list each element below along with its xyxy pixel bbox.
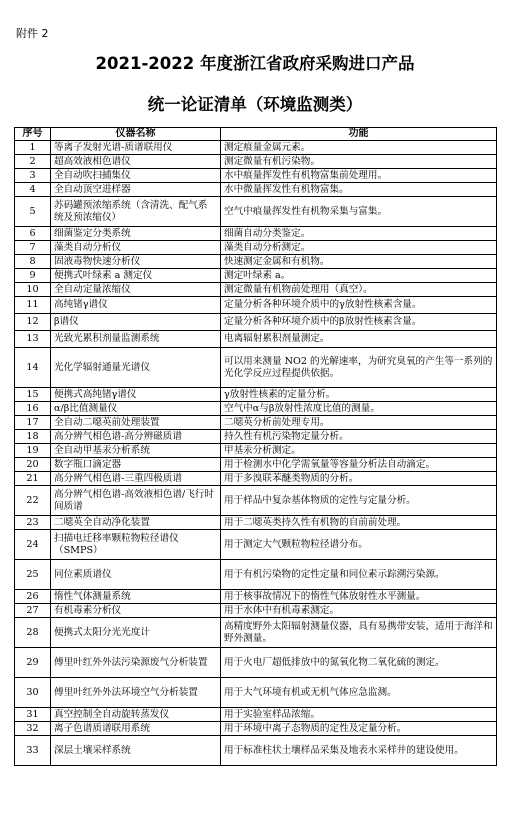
row-number: 30	[15, 678, 51, 708]
instrument-name: 光化学辐射通量光谱仪	[51, 348, 221, 388]
instrument-name: 全自动吹扫捕集仪	[51, 169, 221, 183]
row-number: 26	[15, 590, 51, 604]
instrument-function: 定量分析各种环境介质中的γ放射性核素含量。	[221, 297, 497, 314]
instrument-function: 测定痕量金属元素。	[221, 141, 497, 155]
table-row	[15, 458, 497, 472]
instrument-name: 全自动甲基汞分析系统	[51, 444, 221, 458]
instrument-name: 光致光累积剂量监测系统	[51, 331, 221, 348]
instrument-name: 便携式叶绿素 a 测定仪	[51, 269, 221, 283]
table-row	[15, 444, 497, 458]
table-row	[15, 314, 497, 331]
instrument-function: 用于测定大气颗粒物粒径谱分布。	[221, 530, 497, 560]
table-row	[15, 472, 497, 486]
row-number: 8	[15, 255, 51, 269]
instrument-function: 测定叶绿素 a。	[221, 269, 497, 283]
row-number: 15	[15, 388, 51, 402]
instrument-name: β谱仪	[51, 314, 221, 331]
instrument-name: 离子色谱质谱联用系统	[51, 722, 221, 736]
table-row	[15, 197, 497, 227]
table-row	[15, 388, 497, 402]
instrument-name: 等离子发射光谱-质谱联用仪	[51, 141, 221, 155]
instrument-name: 全自动定量浓缩仪	[51, 283, 221, 297]
instrument-name: 高纯锗γ谱仪	[51, 297, 221, 314]
row-number: 24	[15, 530, 51, 560]
row-number: 6	[15, 227, 51, 241]
row-number: 7	[15, 241, 51, 255]
instrument-name: 全自动顶空进样器	[51, 183, 221, 197]
row-number: 3	[15, 169, 51, 183]
instrument-function: 空气中α与β放射性浓度比值的测量。	[221, 402, 497, 416]
instrument-name: 便携式高纯锗γ谱仪	[51, 388, 221, 402]
table-row	[15, 269, 497, 283]
row-number: 13	[15, 331, 51, 348]
instrument-name: 有机毒素分析仪	[51, 604, 221, 618]
attachment-label: 附件 2	[16, 27, 49, 40]
table-row	[15, 430, 497, 444]
instrument-function: 用于核事故情况下的惰性气体放射性水平测量。	[221, 590, 497, 604]
instrument-function: 用于实验室样品浓缩。	[221, 708, 497, 722]
row-number: 14	[15, 348, 51, 388]
table-row	[15, 604, 497, 618]
instrument-name: 固液毒物快速分析仪	[51, 255, 221, 269]
table-row	[15, 348, 497, 388]
instrument-function: 二噁英分析前处理专用。	[221, 416, 497, 430]
row-number: 29	[15, 648, 51, 678]
table-row	[15, 416, 497, 430]
table-row	[15, 169, 497, 183]
document-title-line1: 2021-2022 年度浙江省政府采购进口产品	[95, 54, 415, 73]
row-number: 33	[15, 736, 51, 766]
table-row	[15, 255, 497, 269]
instrument-name: 苏码罐预浓缩系统（含清洗、配气系统及预浓缩仪）	[51, 197, 221, 227]
instrument-name: 高分辨气相色谱-高效液相色谱/飞行时间质谱	[51, 486, 221, 516]
instrument-name: 数字瓶口滴定器	[51, 458, 221, 472]
instrument-function: 用于样品中复杂基体物质的定性与定量分析。	[221, 486, 497, 516]
table-header-row	[15, 128, 497, 141]
instrument-function: 甲基汞分析测定。	[221, 444, 497, 458]
instrument-function: 电离辐射累积剂量测定。	[221, 331, 497, 348]
instrument-function: 用于多溴联苯醚类物质的分析。	[221, 472, 497, 486]
instrument-name: 全自动二噁英前处理装置	[51, 416, 221, 430]
row-number: 28	[15, 618, 51, 648]
instrument-function: 持久性有机污染物定量分析。	[221, 430, 497, 444]
instrument-function: 定量分析各种环境介质中的β放射性核素含量。	[221, 314, 497, 331]
instrument-function: 测定微量有机物前处理用（真空）。	[221, 283, 497, 297]
instrument-function: 测定微量有机污染物。	[221, 155, 497, 169]
table-row	[15, 530, 497, 560]
instrument-list-table	[14, 127, 497, 766]
table-row	[15, 736, 497, 766]
row-number: 12	[15, 314, 51, 331]
table-row	[15, 402, 497, 416]
instrument-name: 高分辨气相色谱-三重四极质谱	[51, 472, 221, 486]
instrument-name: 超高效液相色谱仪	[51, 155, 221, 169]
table-row	[15, 283, 497, 297]
instrument-function: 用于检测水中化学需氧量等容量分析法自动滴定。	[221, 458, 497, 472]
row-number: 27	[15, 604, 51, 618]
row-number: 32	[15, 722, 51, 736]
instrument-name: 傅里叶红外外法环境空气分析装置	[51, 678, 221, 708]
instrument-name: 深层土壤采样系统	[51, 736, 221, 766]
row-number: 31	[15, 708, 51, 722]
instrument-function: 快速测定金属和有机物。	[221, 255, 497, 269]
row-number: 9	[15, 269, 51, 283]
instrument-name: 高分辨气相色谱-高分辨磁质谱	[51, 430, 221, 444]
row-number: 1	[15, 141, 51, 155]
instrument-function: 用于标准柱状土壤样品采集及地表水采样井的建设使用。	[221, 736, 497, 766]
instrument-function: 可以用来测量 NO2 的光解速率，为研究臭氧的产生等一系列的光化学反应过程提供依据。	[221, 348, 497, 388]
row-number: 23	[15, 516, 51, 530]
instrument-name: 真空控制全自动旋转蒸发仪	[51, 708, 221, 722]
table-row	[15, 297, 497, 314]
table-row	[15, 141, 497, 155]
instrument-function: 细菌自动分类鉴定。	[221, 227, 497, 241]
header-instrument-name: 仪器名称	[51, 128, 221, 141]
instrument-name: 便携式太阳分光光度计	[51, 618, 221, 648]
row-number: 10	[15, 283, 51, 297]
instrument-function: 用于火电厂超低排放中的氮氧化物二氧化硫的测定。	[221, 648, 497, 678]
table-row	[15, 331, 497, 348]
table-row	[15, 590, 497, 604]
instrument-function: 高精度野外太阳辐射测量仪器，具有易携带安装，适用于海洋和野外测量。	[221, 618, 497, 648]
table-row	[15, 708, 497, 722]
row-number: 11	[15, 297, 51, 314]
table-row	[15, 722, 497, 736]
instrument-function: 藻类自动分析测定。	[221, 241, 497, 255]
instrument-function: 水中痕量挥发性有机物富集前处理用。	[221, 169, 497, 183]
table-row	[15, 486, 497, 516]
document-title-line2: 统一论证清单（环境监测类）	[147, 95, 363, 114]
row-number: 18	[15, 430, 51, 444]
instrument-name: 同位素质谱仪	[51, 560, 221, 590]
instrument-name: 二噁英全自动净化装置	[51, 516, 221, 530]
instrument-name: α/β比值测量仪	[51, 402, 221, 416]
instrument-name: 藻类自动分析仪	[51, 241, 221, 255]
header-number: 序号	[15, 128, 51, 141]
row-number: 22	[15, 486, 51, 516]
row-number: 2	[15, 155, 51, 169]
instrument-name: 扫描电迁移率颗粒物粒径谱仪（SMPS）	[51, 530, 221, 560]
instrument-name: 惰性气体测量系统	[51, 590, 221, 604]
table-row	[15, 678, 497, 708]
row-number: 25	[15, 560, 51, 590]
instrument-function: 水中微量挥发性有机物富集。	[221, 183, 497, 197]
row-number: 17	[15, 416, 51, 430]
header-function: 功能	[221, 128, 497, 141]
instrument-name: 傅里叶红外外法污染源废气分析装置	[51, 648, 221, 678]
instrument-function: 用于环境中离子态物质的定性及定量分析。	[221, 722, 497, 736]
table-row	[15, 516, 497, 530]
table-row	[15, 618, 497, 648]
table-row	[15, 648, 497, 678]
instrument-name: 细菌鉴定分类系统	[51, 227, 221, 241]
instrument-function: 用于有机污染物的定性定量和同位素示踪溯污染源。	[221, 560, 497, 590]
table-row	[15, 155, 497, 169]
table-row	[15, 227, 497, 241]
instrument-function: γ放射性核素的定量分析。	[221, 388, 497, 402]
instrument-function: 用于水体中有机毒素测定。	[221, 604, 497, 618]
table-row	[15, 560, 497, 590]
table-row	[15, 241, 497, 255]
row-number: 20	[15, 458, 51, 472]
row-number: 5	[15, 197, 51, 227]
instrument-function: 用于二噁英类持久性有机物的自前前处理。	[221, 516, 497, 530]
table-row	[15, 183, 497, 197]
row-number: 16	[15, 402, 51, 416]
instrument-function: 空气中痕量挥发性有机物采集与富集。	[221, 197, 497, 227]
row-number: 4	[15, 183, 51, 197]
instrument-function: 用于大气环境有机或无机气体应急监测。	[221, 678, 497, 708]
row-number: 19	[15, 444, 51, 458]
row-number: 21	[15, 472, 51, 486]
